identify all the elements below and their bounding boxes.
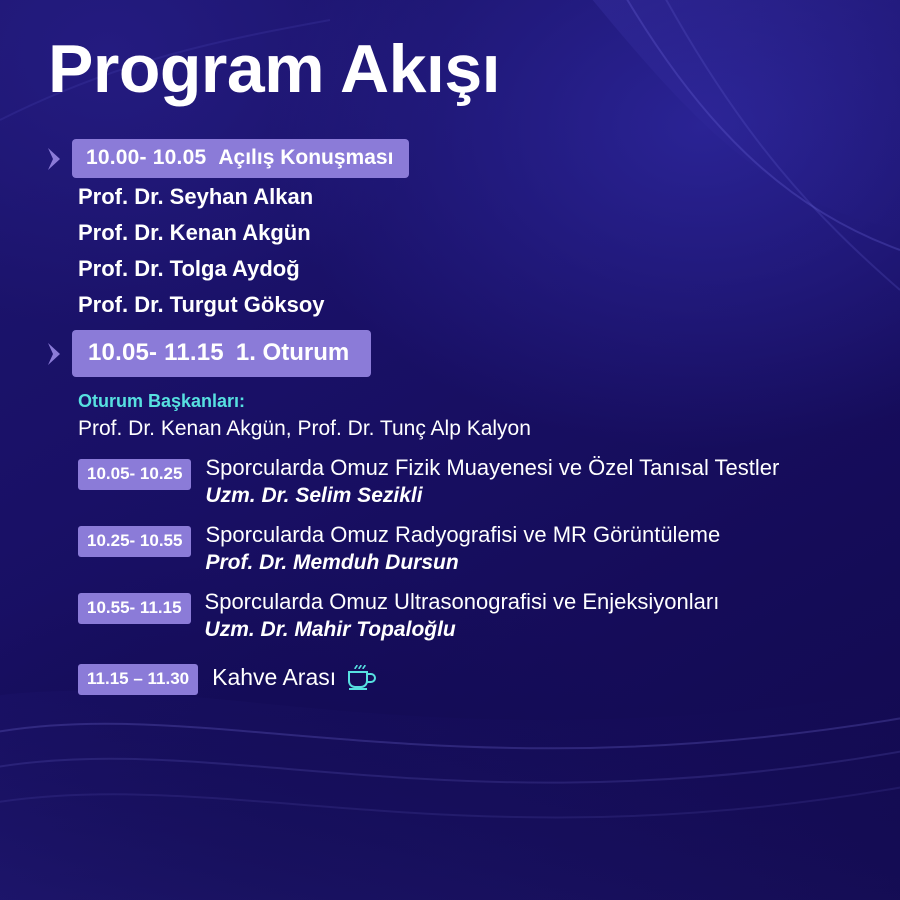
chevron-right-icon (46, 146, 64, 172)
chevron-right-icon (46, 341, 64, 367)
section-label: 1. Oturum (235, 339, 350, 367)
talk-title: Sporcularda Omuz Ultrasonografisi ve Enjeksiyonları (204, 589, 720, 615)
talk-item (78, 522, 860, 575)
section-time: 10.05- 11.15 (88, 339, 224, 367)
talk-time-chip: 10.25- 10.55 (78, 526, 191, 557)
list-item: Prof. Dr. Tolga Aydoğ (78, 256, 300, 282)
talk-body (205, 455, 779, 508)
talk-item (78, 589, 860, 642)
list-item: Prof. Dr. Seyhan Alkan (78, 184, 314, 210)
break-label-wrap (212, 662, 378, 692)
coffee-cup-icon (344, 662, 378, 692)
talk-speaker: Prof. Dr. Memduh Dursun (205, 551, 459, 575)
section-label: Açılış Konuşması (218, 146, 394, 170)
program-section-first-session (46, 330, 860, 641)
section-time: 10.00- 10.05 (86, 146, 207, 170)
section-header (46, 139, 860, 178)
talk-body (205, 522, 720, 575)
session-chairs-title: Oturum Başkanları: (78, 391, 246, 412)
speaker-list (78, 186, 860, 316)
break-label: Kahve Arası (212, 663, 337, 690)
talk-time-chip: 10.55- 11.15 (78, 593, 191, 624)
talk-time-chip: 10.05- 10.25 (78, 459, 191, 490)
section-title-pill (72, 139, 409, 178)
coffee-break-row (78, 660, 860, 695)
break-time-chip: 11.15 – 11.30 (78, 664, 198, 695)
page-title: Program Akışı (48, 31, 501, 107)
program-section-opening (46, 139, 860, 316)
list-item: Prof. Dr. Kenan Akgün (78, 220, 311, 246)
talk-item (78, 455, 860, 508)
talk-title: Sporcularda Omuz Fizik Muayenesi ve Özel Tanısal Testler (205, 455, 780, 481)
talk-title: Sporcularda Omuz Radyografisi ve MR Görüntüleme (205, 522, 721, 548)
section-title-pill (72, 330, 371, 377)
list-item: Prof. Dr. Turgut Göksoy (78, 292, 325, 318)
section-header (46, 330, 860, 377)
talk-speaker: Uzm. Dr. Selim Sezikli (205, 484, 423, 508)
talk-body (205, 589, 720, 642)
session-chairs-names: Prof. Dr. Kenan Akgün, Prof. Dr. Tunç Alp Kalyon (78, 417, 531, 441)
talk-speaker: Uzm. Dr. Mahir Topaloğlu (204, 617, 456, 641)
